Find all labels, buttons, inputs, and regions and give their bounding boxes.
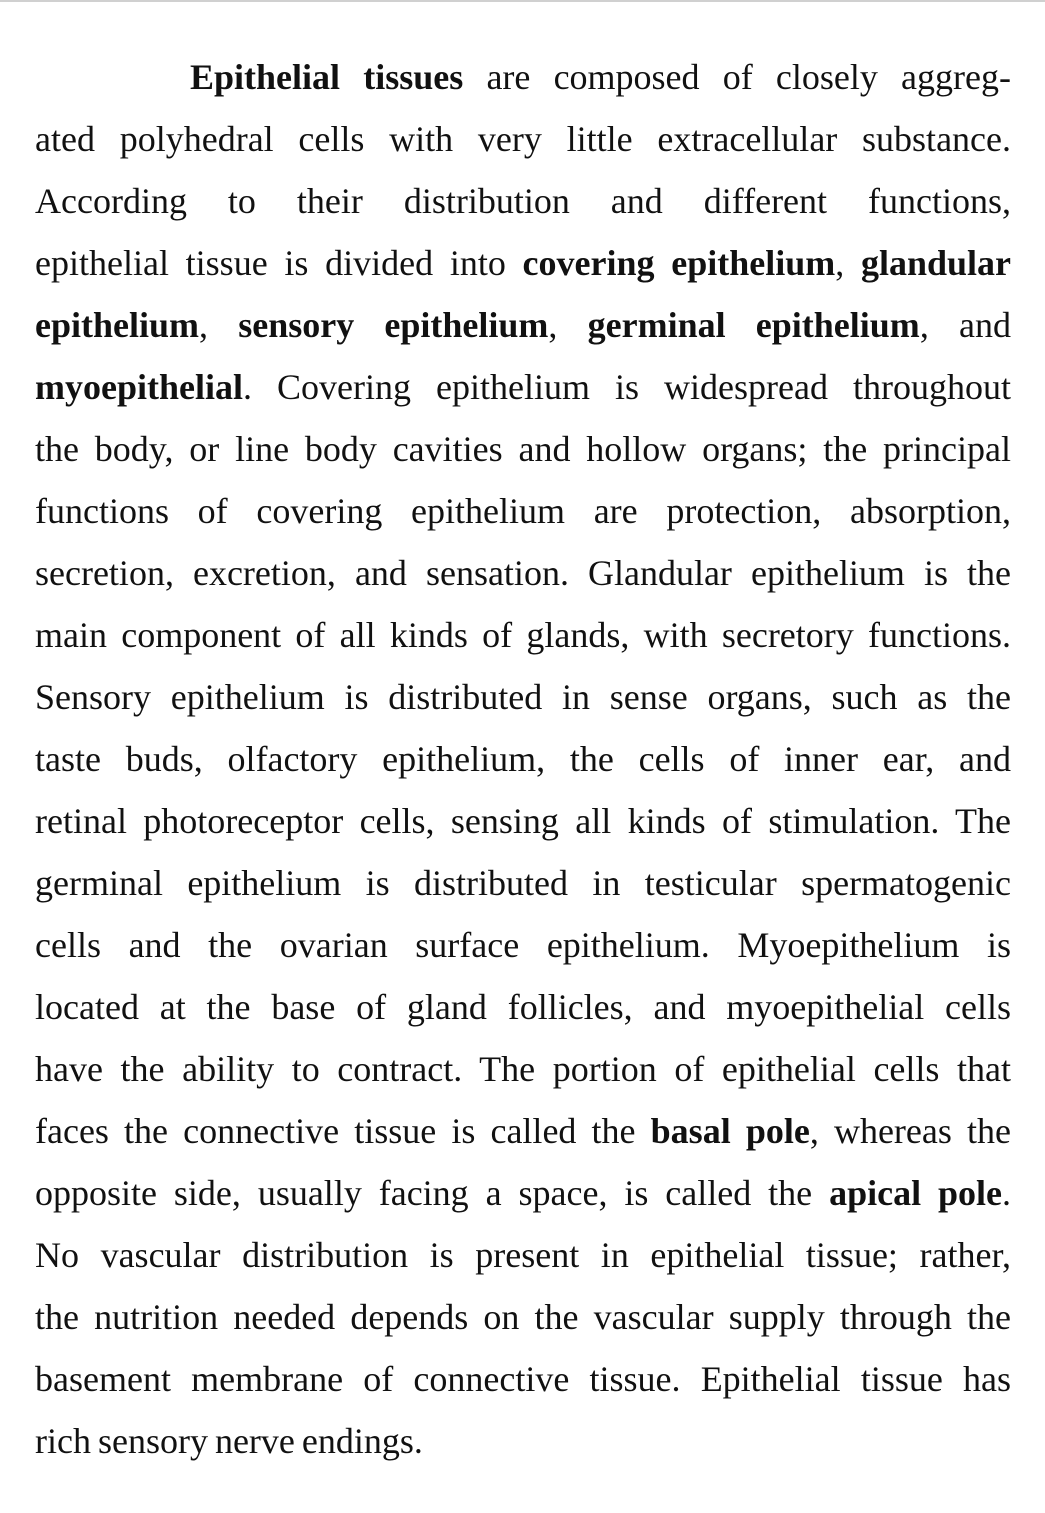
text-segment: have the ability to contract. The portion of epithelial cells that [35, 1049, 1011, 1089]
text-line [35, 364, 1011, 426]
text-segment: , [548, 305, 588, 345]
text-line [35, 1294, 1011, 1356]
text-segment: . [1002, 1173, 1011, 1213]
bold-term: Epithelial tissues [190, 57, 464, 97]
text-line [35, 116, 1011, 178]
text-segment: epithelial tissue is divided into [35, 243, 523, 283]
text-line [35, 1418, 1011, 1480]
text-line [35, 984, 1011, 1046]
text-line [35, 1108, 1011, 1170]
bold-term: apical pole [829, 1173, 1002, 1213]
text-line [35, 798, 1011, 860]
text-line [35, 1170, 1011, 1232]
text-segment: , and [919, 305, 1011, 345]
text-line [35, 1356, 1011, 1418]
text-segment: , whereas the [809, 1111, 1011, 1151]
text-line [35, 736, 1011, 798]
text-segment: No vascular distribution is present in epithelial tissue; rather, [35, 1235, 1011, 1275]
text-line [35, 674, 1011, 736]
text-line [35, 922, 1011, 984]
bold-term: basal pole [650, 1111, 810, 1151]
text-line [35, 54, 1011, 116]
body-paragraph [35, 54, 1011, 1480]
text-segment: Sensory epithelium is distributed in sense organs, such as the [35, 677, 1011, 717]
text-segment: . Covering epithelium is widespread throughout [242, 367, 1011, 407]
text-segment: germinal epithelium is distributed in testicular spermatogenic [35, 863, 1011, 903]
text-segment: opposite side, usually facing a space, is called the [35, 1173, 830, 1213]
text-line [35, 488, 1011, 550]
text-segment: located at the base of gland follicles, and myoepithelial cells [35, 987, 1011, 1027]
text-segment: functions of covering epithelium are protection, absorption, [35, 491, 1011, 531]
text-line [35, 1046, 1011, 1108]
text-segment: faces the connective tissue is called the [35, 1111, 651, 1151]
bold-term: glandular [860, 243, 1011, 283]
bold-term: myoepithelial [35, 367, 243, 407]
text-segment: cells and the ovarian surface epithelium. Myoepithelium is [35, 925, 1011, 965]
text-segment: secretion, excretion, and sensation. Glandular epithelium is the [35, 553, 1011, 593]
text-line [35, 860, 1011, 922]
text-segment: are composed of closely aggreg- [463, 57, 1011, 97]
text-segment: taste buds, olfactory epithelium, the cells of inner ear, and [35, 739, 1011, 779]
text-segment: ated polyhedral cells with very little extracellular substance. [35, 119, 1011, 159]
bold-term: sensory epithelium [238, 305, 549, 345]
text-line [35, 612, 1011, 674]
bold-term: epithelium [35, 305, 200, 345]
text-segment: According to their distribution and different functions, [35, 181, 1011, 221]
text-segment: the nutrition needed depends on the vascular supply through the [35, 1297, 1011, 1337]
text-segment: basement membrane of connective tissue. Epithelial tissue has [35, 1359, 1011, 1399]
text-segment: , [199, 305, 239, 345]
bold-term: covering epithelium [522, 243, 836, 283]
text-segment: the body, or line body cavities and hollow organs; the principal [35, 429, 1011, 469]
text-segment: rich sensory nerve endings. [35, 1421, 423, 1461]
text-line [35, 426, 1011, 488]
text-line [35, 240, 1011, 302]
text-line [35, 178, 1011, 240]
text-segment: retinal photoreceptor cells, sensing all kinds of stimulation. The [35, 801, 1011, 841]
text-segment: main component of all kinds of glands, with secretory functions. [35, 615, 1011, 655]
bold-term: germinal epithelium [587, 305, 920, 345]
text-line [35, 302, 1011, 364]
text-line [35, 550, 1011, 612]
text-line [35, 1232, 1011, 1294]
text-segment: , [835, 243, 861, 283]
